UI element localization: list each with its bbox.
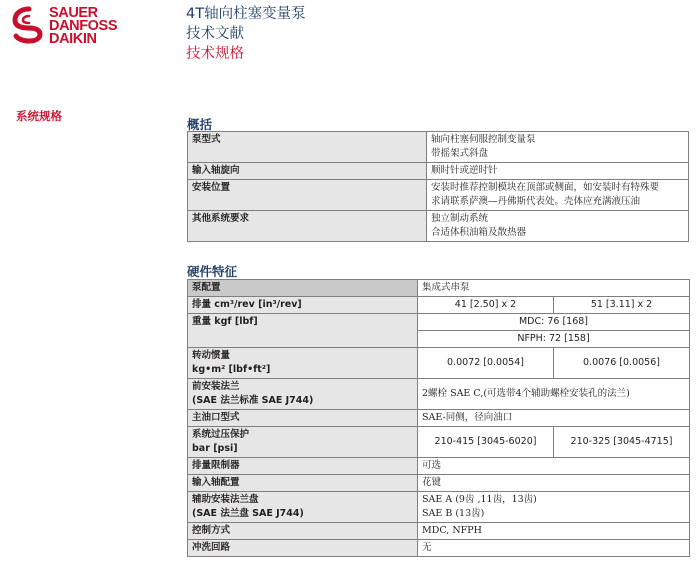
table-row — [188, 523, 690, 540]
row-value: 安装时推荐控制模块在顶部或侧面，如安装时有特殊要 求请联系萨澳—丹佛斯代表处。壳体应充满液压油 — [427, 180, 689, 211]
row-value-2: 0.0076 [0.0056] — [554, 348, 690, 379]
table-row — [188, 163, 689, 180]
row-label: 系统过压保护 bar [psi] — [188, 427, 418, 458]
row-value: NFPH: 72 [158] — [418, 331, 690, 348]
table-row — [188, 314, 690, 331]
row-value: SAE-同侧，径向油口 — [418, 410, 690, 427]
table-row — [188, 180, 689, 211]
product-title: 4T轴向柱塞变量泵 — [186, 6, 306, 22]
row-value: 无 — [418, 540, 690, 557]
sauer-danfoss-swirl-icon — [12, 6, 46, 44]
row-label: 输入轴旋向 — [188, 163, 427, 180]
table-row — [188, 280, 690, 297]
row-label: 控制方式 — [188, 523, 418, 540]
row-label: 排量 cm³/rev [in³/rev] — [188, 297, 418, 314]
overview-table — [187, 131, 689, 242]
row-label: 泵型式 — [188, 132, 427, 163]
row-value: 可选 — [418, 458, 690, 475]
row-value: 花键 — [418, 475, 690, 492]
table-row — [188, 132, 689, 163]
sauer-danfoss-daikin-logo — [12, 6, 142, 48]
row-label: 主油口型式 — [188, 410, 418, 427]
row-label: 其他系统要求 — [188, 211, 427, 242]
logo-wordmark: SAUER DANFOSS DAIKIN — [49, 5, 118, 47]
row-label: 前安装法兰 (SAE 法兰标准 SAE J744) — [188, 379, 418, 410]
row-value: 轴向柱塞伺服控制变量泵 带摇架式斜盘 — [427, 132, 689, 163]
table-row — [188, 348, 690, 379]
table-row — [188, 475, 690, 492]
row-value: SAE A (9齿 ,11齿，13齿) SAE B (13齿) — [418, 492, 690, 523]
row-label: 输入轴配置 — [188, 475, 418, 492]
document-titles — [186, 4, 306, 64]
row-value-1: 41 [2.50] x 2 — [418, 297, 554, 314]
table-row — [188, 410, 690, 427]
hardware-heading: 硬件特征 — [187, 264, 238, 279]
row-value: 独立制动系统 合适体积油箱及散热器 — [427, 211, 689, 242]
row-value: MDC, NFPH — [418, 523, 690, 540]
row-label: 安装位置 — [188, 180, 427, 211]
table-row — [188, 492, 690, 523]
table-row — [188, 458, 690, 475]
row-value: MDC: 76 [168] — [418, 314, 690, 331]
row-label: 泵配置 — [188, 280, 418, 297]
literature-title: 技术文献 — [186, 26, 244, 42]
table-row — [188, 379, 690, 410]
table-row — [188, 540, 690, 557]
row-label: 辅助安装法兰盘 (SAE 法兰盘 SAE J744) — [188, 492, 418, 523]
table-row — [188, 427, 690, 458]
row-value: 集成式串泵 — [418, 280, 690, 297]
table-row — [188, 211, 689, 242]
row-value-2: 210-325 [3045-4715] — [554, 427, 690, 458]
table-row — [188, 297, 690, 314]
spec-title: 技术规格 — [186, 46, 244, 62]
row-label: 排量限制器 — [188, 458, 418, 475]
hardware-table — [187, 279, 690, 557]
row-label: 转动惯量 kg•m² [lbf•ft²] — [188, 348, 418, 379]
side-section-label: 系统规格 — [16, 109, 62, 123]
row-label: 重量 kgf [lbf] — [188, 314, 418, 348]
overview-heading: 概括 — [187, 117, 213, 132]
row-value-1: 210-415 [3045-6020] — [418, 427, 554, 458]
row-value-2: 51 [3.11] x 2 — [554, 297, 690, 314]
row-value: 2螺栓 SAE C,(可选带4个辅助螺栓安装孔的法兰) — [418, 379, 690, 410]
row-value-1: 0.0072 [0.0054] — [418, 348, 554, 379]
row-value: 顺时针或逆时针 — [427, 163, 689, 180]
row-label: 冲洗回路 — [188, 540, 418, 557]
